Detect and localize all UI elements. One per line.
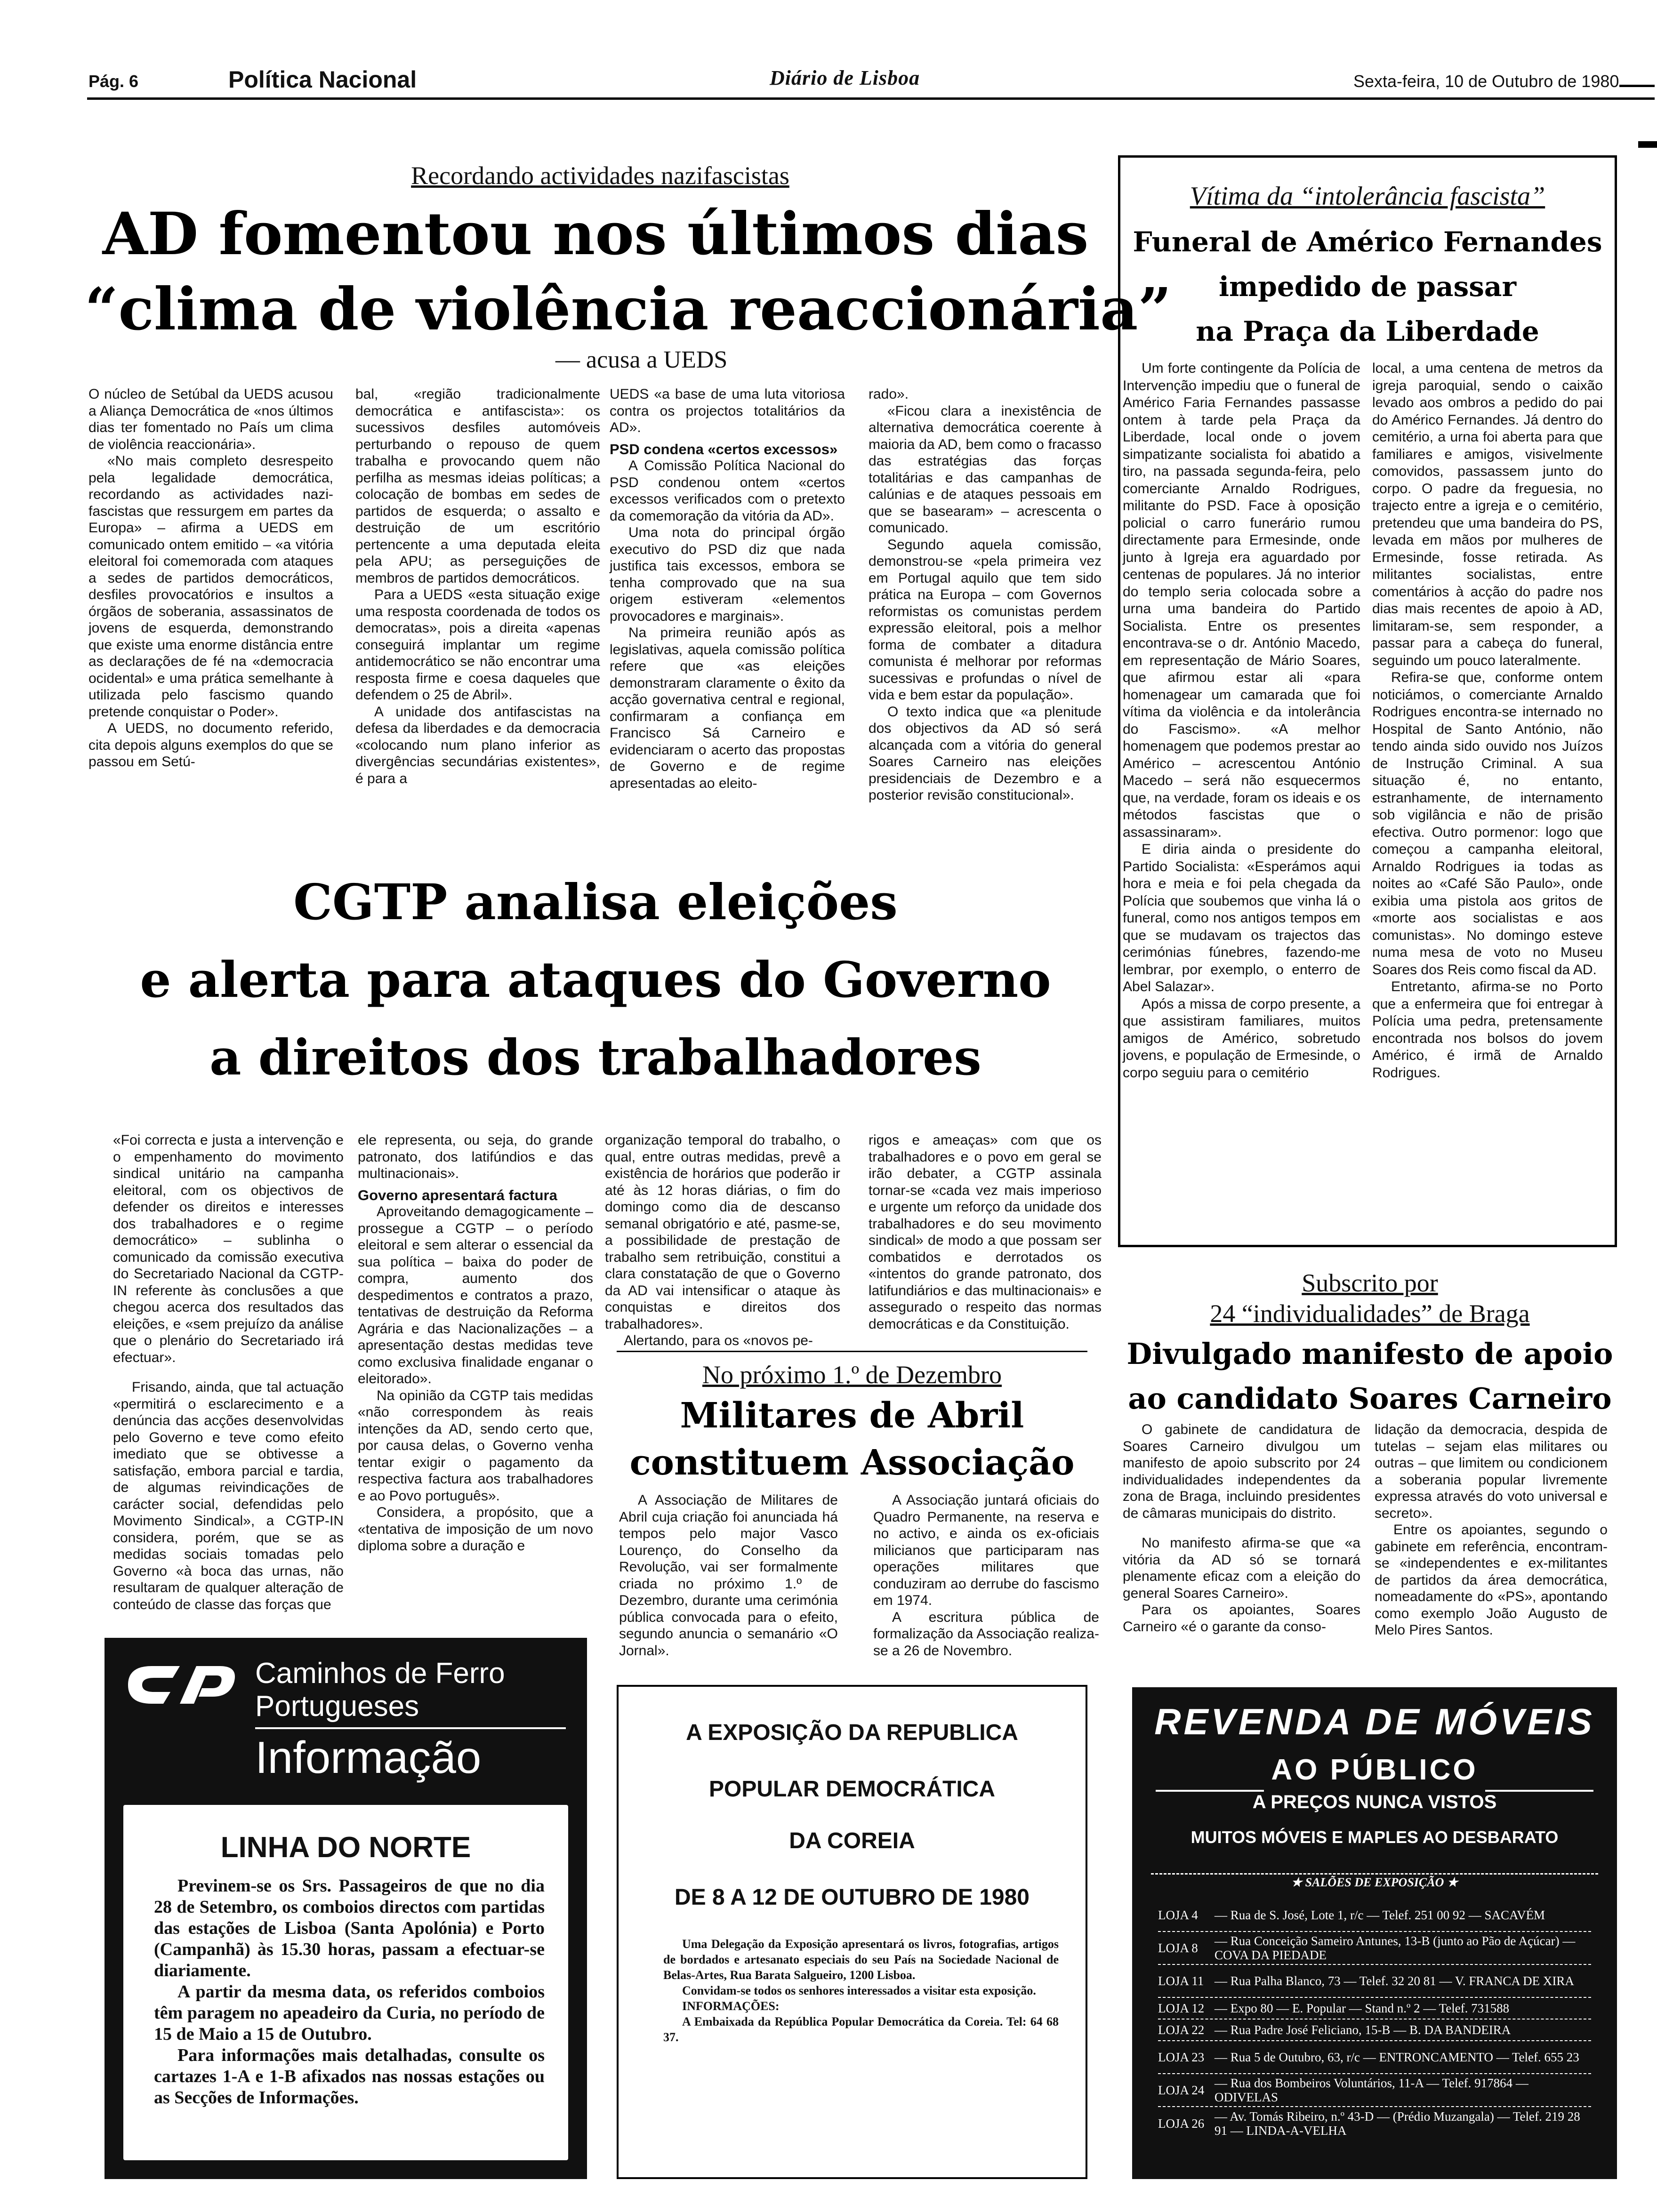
expo-line2: POPULAR DEMOCRÁTICA [709, 1777, 995, 1802]
paragraph: Para informações mais detalhadas, consulte os cartazes 1-A e 1-B afixados nas nossas estações ou as Secções de Informações. [154, 2045, 545, 2108]
cp-notice-box [123, 1805, 568, 2160]
subhead: Governo apresentará factura [358, 1186, 557, 1203]
paragraph: A Associação de Militares de Abril cuja criação foi anunciada há tempos pelo major Vasco Lourenço, do Conselho da Revolução, vai ser formalmente criada no próximo 1.º de Dezembro, durante uma cerimónia pública convocada para o efeito, segundo anuncia o semanário «O Jornal». [619, 1492, 838, 1659]
expo-line1: A EXPOSIÇÃO DA REPUBLICA [686, 1720, 1018, 1745]
article1-col3 [610, 386, 845, 847]
paragraph: A Associação juntará oficiais do Quadro Permanente, na reserva e no activo, e ainda os ex-oficiais milicianos que participaram nas operações militares que conduziram ao derrube do fascismo em 1974. [873, 1492, 1099, 1608]
paragraph: Entretanto, afirma-se no Porto que a enfermeira que foi entregar à Polícia uma pedra, pretensamente encontrada nos bolsos do jovem Américo, é irmã de Arnaldo Rodrigues. [1372, 979, 1603, 1081]
article1-col1 [88, 386, 333, 847]
paragraph: Um forte contingente da Polícia de Intervenção impediu que o funeral de Américo Faria Fernandes passasse ontem à tarde pela Praça da Liberdade, local onde o jovem simpatizante socialista foi abatido a tiro, na passada segunda-feira, pelo comerciante Arnaldo Rodrigues, militante do PSD. Face à oposição policial o carro funerário rumou directamente para Ermesinde, onde junto à Igreja era aguardado por centenas de populares. Já no interior do templo seria colocada sobre a urna uma bandeira do Partido Socialista. Entre os presentes encontrava-se o dr. António Macedo, em representação de Mário Soares, que afirmou estar ali «para homenagear um camarada que foi vítima da violência e da intolerância do Fascismo». «A melhor homenagem que podemos prestar ao Américo – acrescentou António Macedo – será não esquecermos que, na verdade, foram os ideais e os métodos fascistas que o assassinaram». [1123, 361, 1360, 840]
article5-headline-1: Divulgado manifesto de apoio [1126, 1337, 1613, 1371]
article1-col4 [869, 386, 1102, 847]
store-row [1158, 1899, 1591, 1932]
paragraph: Uma nota do principal órgão executivo do PSD diz que nada justifica tais excessos, embora se tenha comprovado que na sua origem estiveram «elementos provocadores e marginais». [610, 525, 845, 624]
paragraph: Frisando, ainda, que tal actuação «permitirá o esclarecimento e a denúncia das acções desenvolvidas pelo Governo e teve como efeito imediato que se obtivesse a satisfação, embora parcial e tardia, de algumas reivindicações de carácter social, defendidas pelo Movimento Sindical», a CGTP-IN considera, porém, que se as medidas sociais tomadas pelo Governo «à boca das urnas, não resultaram de qualquer alteração de conteúdo de classe das forças que [113, 1379, 344, 1612]
cp-logo [123, 1659, 241, 1711]
store-row [1158, 1932, 1591, 1965]
cp-company-line1: Caminhos de Ferro [255, 1657, 505, 1690]
store-label: LOJA 22 [1158, 2022, 1205, 2037]
article3-kicker: Vítima da “intolerância fascista” [1190, 182, 1545, 211]
paragraph: O núcleo de Setúbal da UEDS acusou a Aliança Democrática de «nos últimos dias ter fomentado no País um clima de violência reaccionária». [88, 386, 333, 452]
article4-headline-2: constituem Associação [629, 1443, 1075, 1483]
paragraph: A UEDS, no documento referido, cita depois alguns exemplos do que se passou em Setú- [88, 721, 333, 769]
divider [617, 1351, 1087, 1352]
store-row [1158, 2074, 1591, 2107]
article5-col1 [1123, 1421, 1360, 1657]
store-label: LOJA 26 [1158, 2116, 1205, 2131]
article2-headline-3: a direitos dos trabalhadores [209, 1028, 981, 1086]
header-rule [87, 97, 1655, 100]
store-label: LOJA 23 [1158, 2050, 1205, 2064]
expo-body [663, 1936, 1059, 2045]
issue-date: Sexta-feira, 10 de Outubro de 1980 [1353, 72, 1619, 91]
paragraph: No manifesto afirma-se que «a vitória da AD só se tornará plenamente eficaz com a eleição do general Soares Carneiro». [1123, 1535, 1360, 1601]
paragraph: Alertando, para os «novos pe- [624, 1333, 813, 1348]
paragraph: Segundo aquela comissão, demonstrou-se «pela primeira vez em Portugal aquilo que tem sido prática na Europa – com Governos reformistas os comunistas perdem expressão eleitoral, pois a melhor forma de combater a ditadura comunista é melhorar por reformas sucessivas e profundas o nível de vida e bem estar da população». [869, 537, 1102, 703]
paragraph: organização temporal do trabalho, o qual, entre outras medidas, prevê a existência de horários que poderão ir até às 12 horas diárias, o fim do domingo como dia de descanso semanal obrigatório e até, pasme-se, a possibilidade de prestação de trabalho sem retribuição, constitui a clara constatação de que o Governo da AD vai intensificar o ataque às conquistas e direitos dos trabalhadores». [605, 1132, 840, 1332]
paragraph: Aproveitando demagogicamente – prossegue a CGTP – o período eleitoral e sem alterar o essencial da sua política – baixa do poder de compra, aumento dos despedimentos e contratos a prazo, tentativas de destruição da Reforma Agrária e das Nacionalizações – a apresentação destas medidas teve como exclusiva finalidade enganar o eleitorado». [358, 1204, 593, 1387]
article4-col1 [619, 1492, 838, 1659]
store-label: LOJA 8 [1158, 1940, 1198, 1955]
edge-mark [1638, 141, 1657, 148]
store-address: — Rua Conceição Sameiro Antunes, 13-B (junto ao Pão de Açúcar) — COVA DA PIEDADE [1215, 1934, 1576, 1962]
article2-col3 [605, 1132, 840, 1348]
article1-headline-2: “clima de violência reaccionária” [85, 275, 1172, 344]
article3-headline-2: impedido de passar [1218, 271, 1517, 303]
paragraph: Na opinião da CGTP tais medidas «não correspondem às reais intenções da AD, sendo certo que, por causa delas, o Governo venha tentar exigir o pagamento da respectiva factura aos trabalhadores e ao Povo português». [358, 1387, 593, 1504]
paragraph: «No mais completo desrespeito pela legalidade democrática, recordando as actividades nazi-fascistas que ressurgem em partes da Europa» – afirma a UEDS em comunicado ontem emitido – «a vitória eleitoral foi comemorada com ataques a sedes de partidos democráticos, desfiles provocatórios e insultos a órgãos de soberania, assassinatos de jovens de esquerda, demonstrando que existe uma enorme distância entre as declarações de fé na «democracia ocidental» e uma prática semelhante à utilizada pelo fascismo quando pretende conquistar o Poder». [88, 453, 333, 720]
expo-dates: DE 8 A 12 DE OUTUBRO DE 1980 [674, 1885, 1030, 1910]
store-address: — Av. Tomás Ribeiro, n.º 43-D — (Prédio Muzangala) — Telef. 219 28 91 — LINDA-A-VELHA [1215, 2109, 1580, 2138]
article1-kicker: Recordando actividades nazifascistas [411, 161, 789, 190]
paragraph: Uma Delegação da Exposição apresentará os livros, fotografias, artigos de bordados e artesanato especiais do seu País na Sociedade Nacional de Belas-Artes, Rua Barata Salgueiro, 1200 Lisboa. [663, 1937, 1059, 1982]
store-row [1158, 1965, 1591, 1998]
paragraph: ele representa, ou seja, do grande patronato, dos latifúndios e das multinacionais». [358, 1132, 593, 1181]
paragraph: local, a uma centena de metros da igreja paroquial, sendo o caixão levado aos ombros a pedido do pai do Américo Fernandes. Já dentro do cemitério, a urna foi aberta para que familiares e amigos, visivelmente comovidos, passassem junto do corpo. O padre da freguesia, no trajecto entre a igreja e o cemitério, pretendeu que uma bandeira do PS, levada em mãos por mulheres de Ermesinde, fosse retirada. As militantes socialistas, entre comentários à acção do padre nos dias mais recentes de apoio à AD, limitaram-se, sem responder, a passar para a cabeça do funeral, seguindo um pouco lateralmente. [1372, 361, 1603, 668]
store-row [1158, 2107, 1591, 2140]
section-title: Política Nacional [228, 66, 417, 93]
moveis-saloes: ★ SALÕES DE EXPOSIÇÃO ★ [1151, 1873, 1598, 1890]
paragraph: lidação da democracia, despida de tutelas – sejam elas militares ou outras – que limitem ou condicionem a soberania popular livremente expressa através do voto universal e secreto». [1375, 1422, 1608, 1521]
paragraph: «Ficou clara a inexistência de alternativa democrática coerente à maioria da AD, bem como o fracasso das estratégias das forças totalitárias e das campanhas de calúnias e de ataques pessoais em que se basearam» – acrescenta o comunicado. [869, 403, 1102, 536]
paragraph: Após a missa de corpo presente, a que assistiram familiares, muitos amigos de Américo, sobretudo jovens, e população de Ermesinde, o corpo seguiu para o cemitério [1123, 996, 1360, 1081]
paragraph: A escritura pública de formalização da Associação realiza-se a 26 de Novembro. [873, 1609, 1099, 1659]
paragraph: Para a UEDS «esta situação exige uma resposta coordenada de todos os democratas», pois a direita «apenas conseguirá implantar um regime antidemocrático se não encontrar uma resposta firme e coesa daqueles que defendem o 25 de Abril». [355, 587, 600, 703]
cp-notice-text [154, 1875, 545, 2108]
paragraph: A Embaixada da República Popular Democrática da Coreia. Tel: 64 68 37. [663, 2015, 1059, 2044]
paragraph: Previnem-se os Srs. Passageiros de que no dia 28 de Setembro, os comboios directos com partidas das estações de Lisboa (Santa Apolónia) e Porto (Campanhã) às 15.30 horas, passam a efectuar-se diariamente. [154, 1876, 545, 1980]
store-address: — Rua 5 de Outubro, 63, r/c — ENTRONCAMENTO — Telef. 655 23 [1215, 2050, 1579, 2064]
paragraph: Convidam-se todos os senhores interessados a visitar esta exposição. [682, 1984, 1036, 1997]
store-address: — Rua de S. José, Lote 1, r/c — Telef. 251 00 92 — SACAVÉM [1215, 1908, 1545, 1922]
cp-company-line2: Portugueses [255, 1690, 419, 1723]
article5-col2 [1375, 1421, 1608, 1657]
page-number: Pág. 6 [88, 72, 139, 91]
paragraph: A unidade dos antifascistas na defesa da liberdades e da democracia «colocando num plano inferior as divergências secundárias existentes», é para a [355, 704, 600, 786]
paragraph: bal, «região tradicionalmente democrática e antifascista»: os sucessivos desfiles automóveis perturbando o repouso de quem trabalha e provocando quem não perfilha as mesmas ideias políticas; a colocação de bombas em sedes de partidos de esquerda; o assalto e destruição de um escritório pertencente a uma deputada eleita pela APU; as perseguições de membros de partidos democráticos. [355, 386, 600, 586]
store-label: LOJA 12 [1158, 2001, 1205, 2015]
article2-col2 [358, 1132, 593, 1607]
expo-line3: DA COREIA [789, 1828, 915, 1853]
paragraph: rigos e ameaças» com que os trabalhadores e o povo em geral se irão debater, a CGTP assinala tornar-se «cada vez mais imperioso e urgente um reforço da unidade dos trabalhadores e do seu movimento sindical» de modo a que possam ser combatidos e derrotados os «intentos do grande patronato, dos latifundiários e das multinacionais» e assegurado o respeito das normas democráticas e da Constituição. [869, 1132, 1102, 1332]
article2-col1 [113, 1132, 344, 1612]
moveis-subtitle: AO PÚBLICO [1271, 1754, 1478, 1786]
article3-headline-3: na Praça da Liberdade [1196, 315, 1539, 347]
paragraph: Na primeira reunião após as legislativas, aquela comissão política refere que «as eleições demonstraram claramente o êxito da acção governativa central e regional, confirmaram a confiança em Francisco Sá Carneiro e evidenciaram o acerto das propostas de Governo e de regime apresentadas ao eleito- [610, 625, 845, 791]
moveis-line1: A PREÇOS NUNCA VISTOS [1252, 1792, 1497, 1812]
header-rule-ext [1619, 85, 1655, 87]
store-row [1158, 2020, 1591, 2041]
moveis-stores [1158, 1899, 1591, 2140]
article2-headline-2: e alerta para ataques do Governo [140, 951, 1051, 1009]
store-row [1158, 2041, 1591, 2074]
article4-col2 [873, 1492, 1099, 1659]
paragraph: «Foi correcta e justa a intervenção e o empenhamento do movimento sindical unitário na campanha eleitoral, com os objectivos de defender os direitos e interesses dos trabalhadores e o regime democrático» – sublinha o comunicado da comissão executiva do Secretariado Nacional da CGTP-IN referente às conclusões a que chegou acerca dos resultados das eleições, e «sem prejuízo da análise que o plenário do Secretariado irá efectuar». [113, 1132, 344, 1365]
cp-notice-title: LINHA DO NORTE [220, 1831, 471, 1864]
store-row [1158, 1998, 1591, 2020]
store-label: LOJA 11 [1158, 1973, 1204, 1988]
article2-headline-1: CGTP analisa eleições [293, 873, 898, 931]
cp-banner: Informação [255, 1732, 482, 1783]
store-address: — Rua dos Bombeiros Voluntários, 11-A — Telef. 917864 — ODIVELAS [1215, 2076, 1528, 2104]
expo-advertisement [617, 1685, 1087, 2179]
article5-headline-2: ao candidato Soares Carneiro [1128, 1381, 1612, 1416]
cp-rule [255, 1727, 566, 1729]
paragraph: INFORMAÇÕES: [682, 1999, 780, 2013]
paragraph: Para os apoiantes, Soares Carneiro «é o garante da conso- [1123, 1602, 1360, 1635]
masthead: Diário de Lisboa [770, 66, 920, 89]
paragraph: E diria ainda o presidente do Partido Socialista: «Esperámos aqui hora e meia e foi pela chegada da Polícia que soubemos que vinha lá o funeral, como nos antigos tempos em que se mudavam os trajectos das cerimónias fúnebres, fazendo-me lembrar, por exemplo, o enterro de Abel Salazar». [1123, 842, 1360, 994]
moveis-line2: MUITOS MÓVEIS E MAPLES AO DESBARATO [1190, 1827, 1559, 1847]
article2-col4 [869, 1132, 1102, 1339]
paragraph: rado». [869, 386, 909, 402]
article1-byline: — acusa a UEDS [555, 346, 728, 373]
moveis-title: REVENDA DE MÓVEIS [1154, 1701, 1595, 1742]
paragraph: O gabinete de candidatura de Soares Carneiro divulgou um manifesto de apoio subscrito por 24 individualidades independentes da zona de Braga, incluindo presidentes de câmaras municipais do distrito. [1123, 1422, 1360, 1521]
article3-col1 [1123, 360, 1360, 1198]
store-address: — Rua Padre José Feliciano, 15-B — B. DA BANDEIRA [1215, 2023, 1511, 2037]
paragraph: A Comissão Política Nacional do PSD condenou ontem «certos excessos verificados com o pretexto da comemoração da vitória da AD». [610, 458, 845, 524]
paragraph: UEDS «a base de uma luta vitoriosa contra os projectos totalitários da AD». [610, 386, 845, 435]
article1-col2 [355, 386, 600, 847]
store-address: — Rua Palha Blanco, 73 — Telef. 32 20 81 — V. FRANCA DE XIRA [1215, 1974, 1574, 1988]
subhead: PSD condena «certos excessos» [610, 441, 838, 457]
article4-headline-1: Militares de Abril [680, 1395, 1024, 1436]
cp-advertisement [105, 1638, 587, 2179]
article3-col2 [1372, 360, 1603, 1198]
paragraph: Considera, a propósito, que a «tentativa de imposição de um novo diploma sobre a duração e [358, 1505, 593, 1554]
paragraph: O texto indica que «a plenitude dos objectivos da AD só será alcançada com a vitória do general Soares Carneiro nas eleições presidenciais de Dezembro e a posterior revisão constitucional». [869, 704, 1102, 803]
paragraph: Refira-se que, conforme ontem noticiámos, o comerciante Arnaldo Rodrigues encontra-se internado no Hospital de Santo António, não tendo ainda sido ouvido nos Juízos de Instrução Criminal. A sua situação é, no entanto, estranhamente, de internamento sob vigilância e não de prisão efectiva. Outro pormenor: logo que começou a campanha eleitoral, Arnaldo Rodrigues ia todas as noites ao «Café São Paulo», onde exibia uma pistola aos gritos de «morte aos socialistas e aos comunistas». No domingo esteve numa mesa de voto no Museu Soares dos Reis como fiscal da AD. [1372, 670, 1603, 978]
store-label: LOJA 4 [1158, 1907, 1198, 1922]
moveis-advertisement [1132, 1687, 1617, 2179]
store-address: — Expo 80 — E. Popular — Stand n.º 2 — Telef. 731588 [1215, 2001, 1510, 2015]
article1-headline-1: AD fomentou nos últimos dias [102, 200, 1089, 268]
paragraph: A partir da mesma data, os referidos comboios têm paragem no apeadeiro da Curia, no período de 15 de Maio a 15 de Outubro. [154, 1982, 545, 2044]
article5-kicker-2: 24 “individualidades” de Braga [1210, 1299, 1530, 1328]
paragraph: Entre os apoiantes, segundo o gabinete em referência, encontram-se «independentes e ex-militantes de partidos da área democrática, nomeadamente do «PS», apontando como exemplo João Augusto de Melo Pires Santos. [1375, 1522, 1608, 1638]
article3-headline-1: Funeral de Américo Fernandes [1133, 226, 1602, 258]
article5-kicker-1: Subscrito por [1302, 1269, 1438, 1297]
store-label: LOJA 24 [1158, 2083, 1205, 2097]
article4-kicker: No próximo 1.º de Dezembro [702, 1361, 1002, 1389]
